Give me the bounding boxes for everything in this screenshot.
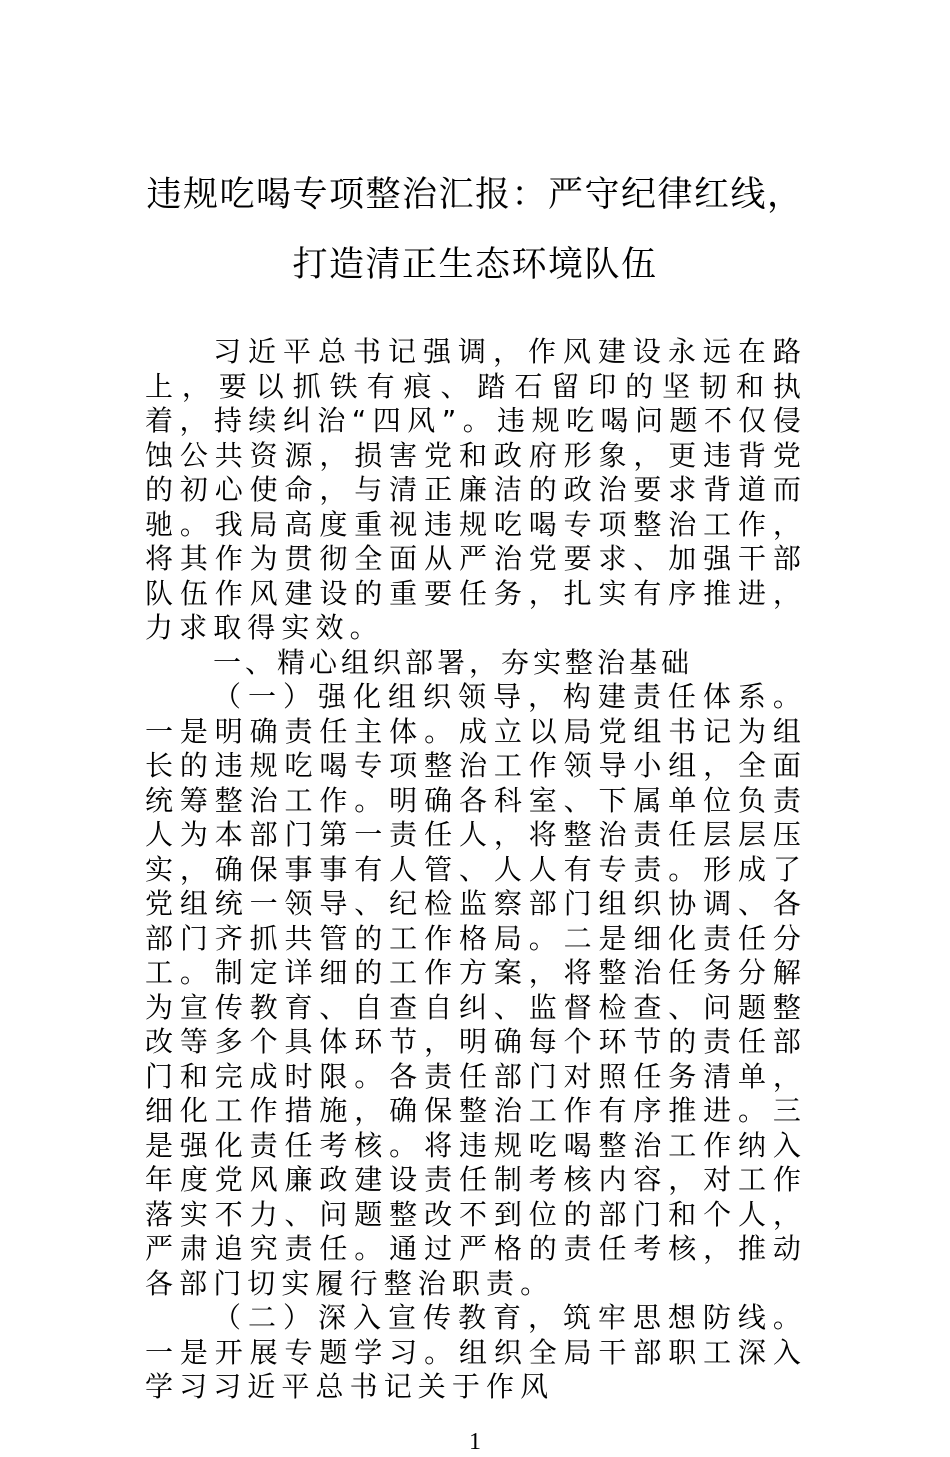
- document-title: [0, 160, 950, 300]
- title-line-2: 打造清正生态环境队伍: [292, 245, 658, 285]
- paragraph-intro: 习近平总书记强调，作风建设永远在路上，要以抓铁有痕、踏石留印的坚韧和执着，持续纠治“四风”。违规吃喝问题不仅侵蚀公共资源，损害党和政府形象，更违背党的初心使命，与清正廉洁的政治要求背道而驰。我局高度重视违规吃喝专项整治工作，将其作为贯彻全面从严治党要求、加强干部队伍作风建设的重要任务，扎实有序推进，力求取得实效。: [145, 335, 807, 644]
- paragraph-subsection-2: （二）深入宣传教育，筑牢思想防线。一是开展专题学习。组织全局干部职工深入学习习近平总书记关于作风: [145, 1301, 807, 1403]
- page-number: 1: [469, 1428, 481, 1455]
- document-body: [145, 335, 807, 1405]
- page-content: [0, 335, 950, 1457]
- title-line-1: 违规吃喝专项整治汇报：严守纪律红线，: [146, 175, 804, 215]
- section-heading: 一、精心组织部署，夯实整治基础: [213, 645, 694, 679]
- paragraph-subsection-1: （一）强化组织领导，构建责任体系。一是明确责任主体。成立以局党组书记为组长的违规吃喝专项整治工作领导小组，全面统筹整治工作。明确各科室、下属单位负责人为本部门第一责任人，将整治责任层层压实，确保事事有人管、人人有专责。形成了党组统一领导、纪检监察部门组织协调、各部门齐抓共管的工作格局。二是细化责任分工。制定详细的工作方案，将整治任务分解为宣传教育、自查自纠、监督检查、问题整改等多个具体环节，明确每个环节的责任部门和完成时限。各责任部门对照任务清单，细化工作措施，确保整治工作有序推进。三是强化责任考核。将违规吃喝整治工作纳入年度党风廉政建设责任制考核内容，对工作落实不力、问题整改不到位的部门和个人，严肃追究责任。通过严格的责任考核，推动各部门切实履行整治职责。: [145, 680, 807, 1300]
